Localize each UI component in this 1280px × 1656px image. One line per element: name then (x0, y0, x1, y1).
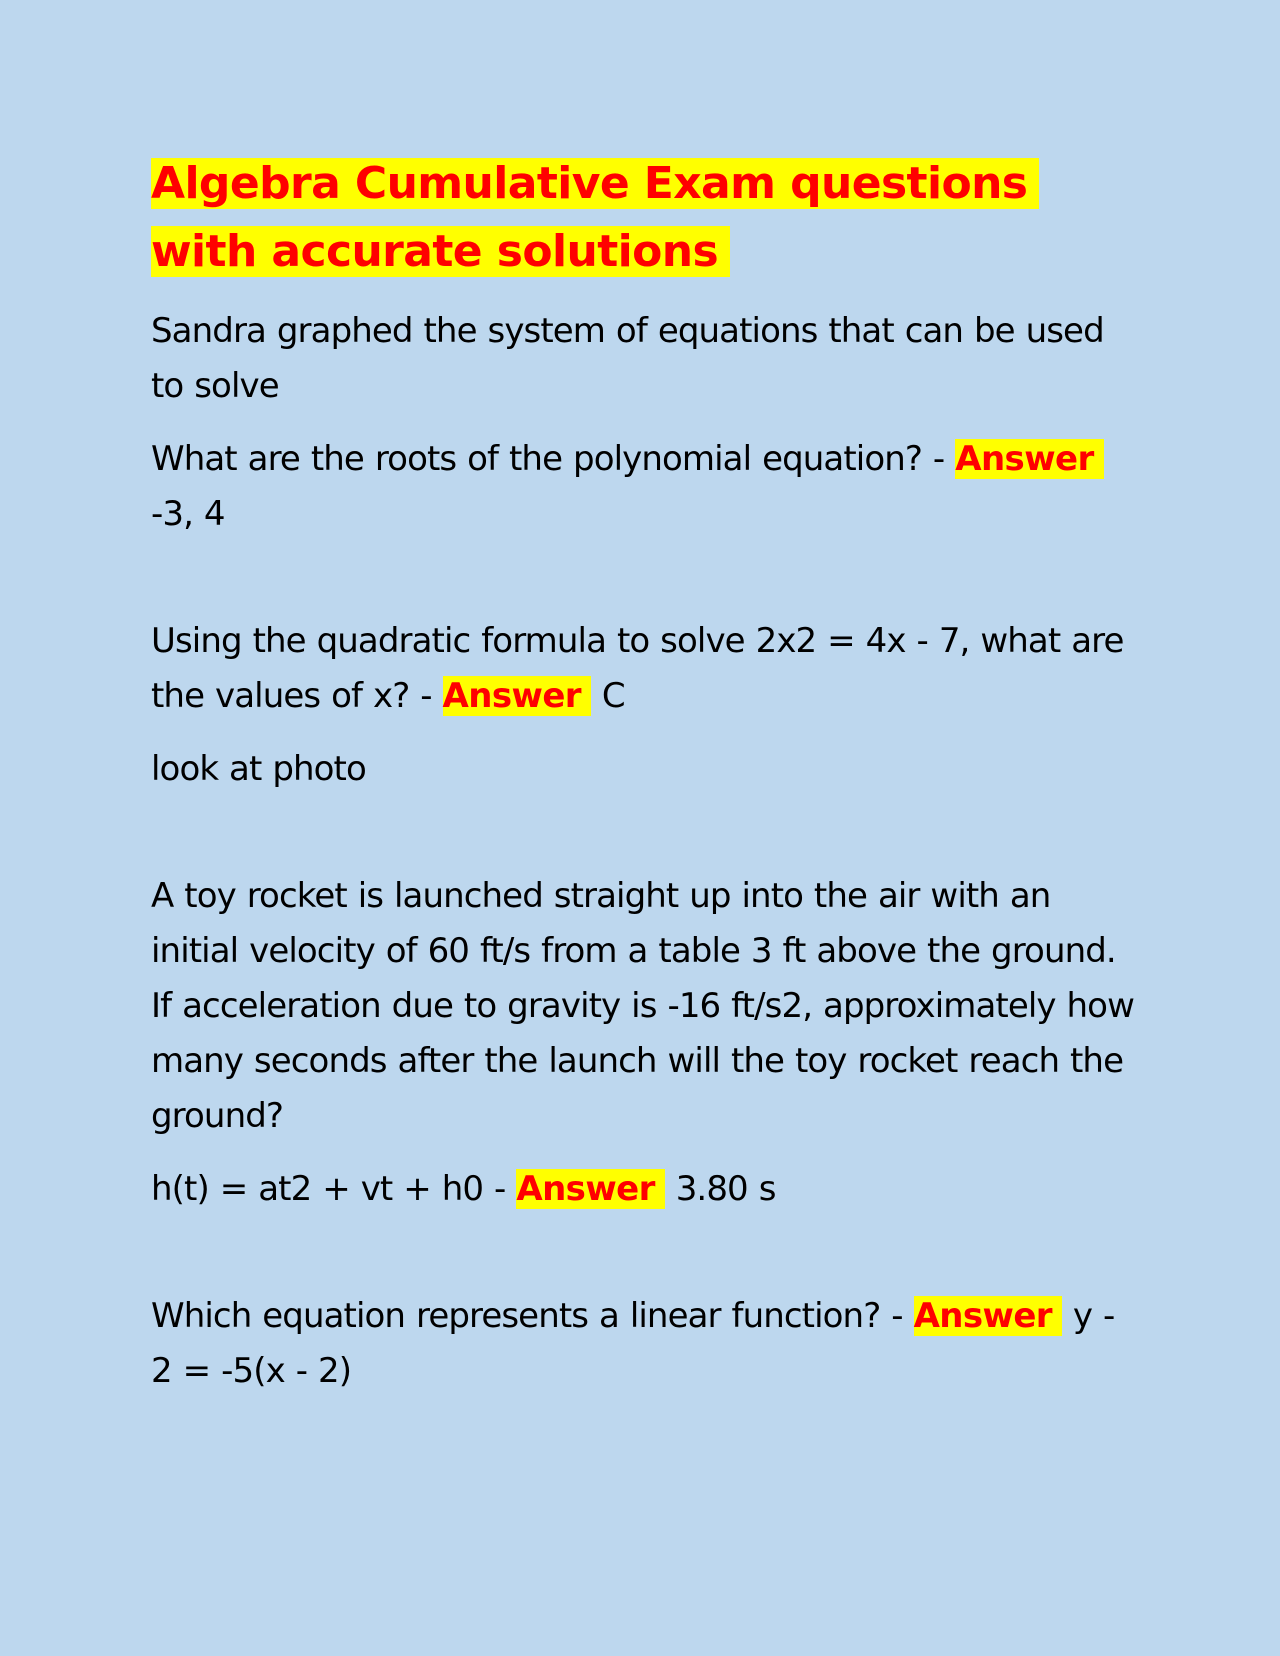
question-1-text: Sandra graphed the system of equations that can be used to solve (151, 311, 1104, 406)
spacer (151, 414, 1141, 432)
question-4-text: A toy rocket is launched straight up into the air with an initial velocity of 60 ft/s from a table 3 ft above the ground. If acceleration due to gravity is -16 ft/s2, approximately how many seconds after the launch will the toy rocket reach the ground? (151, 876, 1134, 1136)
question-5 (151, 1289, 1141, 1399)
question-4-formula: h(t) = at2 + vt + h0 - (151, 1169, 506, 1209)
question-3-answer: C (601, 676, 625, 716)
document-page (151, 150, 1141, 1399)
answer-label: Answer (443, 676, 591, 716)
spacer (151, 797, 1141, 869)
answer-label: Answer (516, 1169, 664, 1209)
spacer (151, 286, 1141, 304)
question-3-text: Using the quadratic formula to solve 2x2 = 4x - 7, what are the values of x? - (151, 621, 1124, 716)
question-3-note: look at photo (151, 749, 366, 789)
answer-label: Answer (914, 1296, 1062, 1336)
document-title: Algebra Cumulative Exam questions with accurate solutions (151, 150, 1141, 286)
spacer (151, 542, 1141, 614)
question-2-text: What are the roots of the polynomial equation? - (151, 439, 945, 479)
answer-label: Answer (955, 439, 1103, 479)
spacer (151, 724, 1141, 742)
question-5-answer: y - 2 = -5(x - 2) (151, 1296, 1115, 1391)
question-4-answer: 3.80 s (675, 1169, 776, 1209)
question-2 (151, 432, 1141, 542)
question-3 (151, 614, 1141, 724)
question-4-formula-line (151, 1162, 1141, 1217)
question-5-text: Which equation represents a linear function? - (151, 1296, 903, 1336)
spacer (151, 1217, 1141, 1289)
question-2-answer: -3, 4 (151, 494, 225, 534)
spacer (151, 1144, 1141, 1162)
